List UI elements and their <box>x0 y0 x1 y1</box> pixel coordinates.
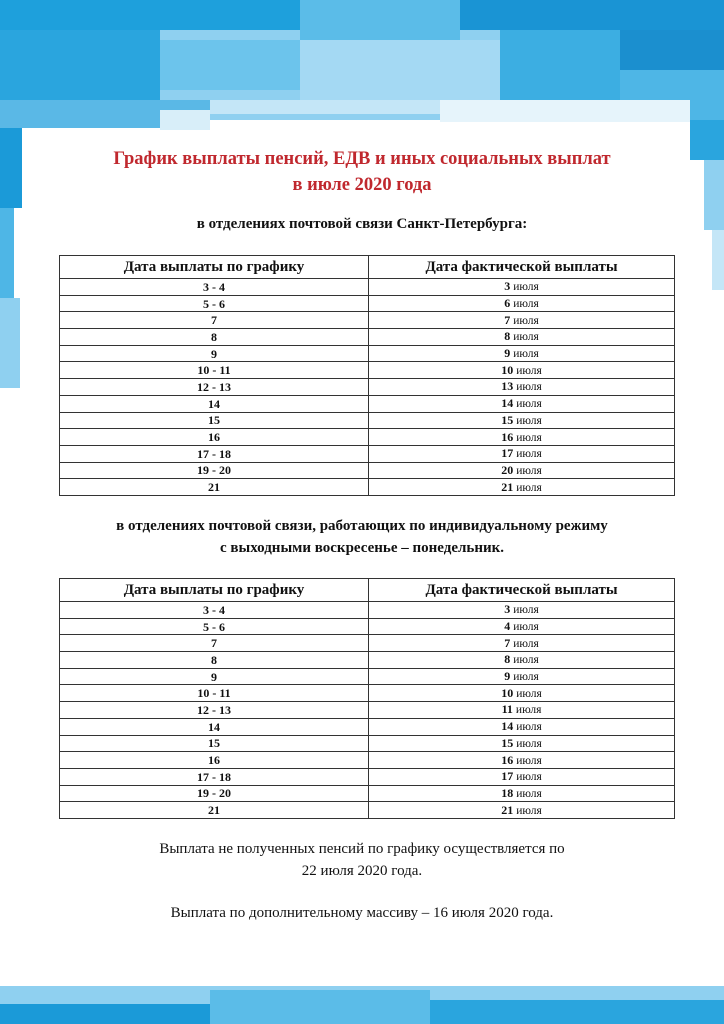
actual-day: 16 <box>501 752 514 767</box>
month-label: июля <box>516 364 542 377</box>
schedule-table-spb <box>59 255 675 496</box>
scheduled-date-cell: 10 - 11 <box>60 685 369 702</box>
actual-date-cell <box>369 718 675 735</box>
table-row <box>60 429 675 446</box>
actual-day: 15 <box>501 412 514 427</box>
scheduled-date-cell: 21 <box>60 479 369 496</box>
scheduled-date-cell: 19 - 20 <box>60 462 369 479</box>
table-row <box>60 295 675 312</box>
actual-date-cell <box>369 445 675 462</box>
actual-date-cell <box>369 668 675 685</box>
scheduled-date-cell: 12 - 13 <box>60 702 369 719</box>
table-row <box>60 635 675 652</box>
month-label: июля <box>516 687 542 700</box>
scheduled-date-cell: 16 <box>60 752 369 769</box>
scheduled-date-cell: 3 - 4 <box>60 602 369 619</box>
scheduled-date-cell: 7 <box>60 635 369 652</box>
actual-day: 7 <box>504 635 511 650</box>
table-row <box>60 735 675 752</box>
actual-day: 7 <box>504 312 511 327</box>
actual-day: 17 <box>501 446 514 461</box>
document-title <box>0 146 724 198</box>
actual-date-cell <box>369 735 675 752</box>
title-line-2: в июле 2020 года <box>292 175 432 195</box>
actual-day: 11 <box>501 702 513 717</box>
month-label: июля <box>516 787 542 800</box>
month-label: июля <box>516 414 542 427</box>
table-row <box>60 718 675 735</box>
actual-date-cell <box>369 395 675 412</box>
col-scheduled-header: Дата выплаты по графику <box>60 579 369 602</box>
note-unpaid-pensions <box>60 838 664 882</box>
schedule-table-individual <box>59 578 675 819</box>
actual-date-cell <box>369 768 675 785</box>
note-line-2: 22 июля 2020 года. <box>301 863 423 879</box>
month-label: июля <box>513 671 539 684</box>
month-label: июля <box>513 621 539 634</box>
table-row <box>60 618 675 635</box>
scheduled-date-cell: 7 <box>60 312 369 329</box>
scheduled-date-cell: 8 <box>60 652 369 669</box>
actual-day: 9 <box>504 669 511 684</box>
actual-date-cell <box>369 602 675 619</box>
month-label: июля <box>516 464 542 477</box>
actual-date-cell <box>369 479 675 496</box>
scheduled-date-cell: 5 - 6 <box>60 618 369 635</box>
actual-date-cell <box>369 379 675 396</box>
actual-day: 21 <box>501 479 514 494</box>
scheduled-date-cell: 14 <box>60 718 369 735</box>
actual-day: 13 <box>501 379 514 394</box>
scheduled-date-cell: 14 <box>60 395 369 412</box>
table-header-row <box>60 256 675 279</box>
table-row <box>60 345 675 362</box>
table-row <box>60 379 675 396</box>
actual-date-cell <box>369 685 675 702</box>
table-row <box>60 412 675 429</box>
actual-date-cell <box>369 345 675 362</box>
table-row <box>60 668 675 685</box>
month-label: июля <box>513 604 539 617</box>
month-label: июля <box>516 398 542 411</box>
actual-date-cell <box>369 802 675 819</box>
table-row <box>60 652 675 669</box>
table-row <box>60 362 675 379</box>
actual-day: 18 <box>501 785 514 800</box>
month-label: июля <box>516 771 542 784</box>
actual-day: 14 <box>501 719 514 734</box>
actual-day: 3 <box>504 602 511 617</box>
scheduled-date-cell: 15 <box>60 412 369 429</box>
table-row <box>60 395 675 412</box>
actual-day: 6 <box>504 296 511 311</box>
month-label: июля <box>516 804 542 817</box>
table-row <box>60 479 675 496</box>
actual-day: 10 <box>501 685 514 700</box>
col-scheduled-header: Дата выплаты по графику <box>60 256 369 279</box>
table-row <box>60 685 675 702</box>
actual-day: 8 <box>504 329 511 344</box>
scheduled-date-cell: 17 - 18 <box>60 768 369 785</box>
table-row <box>60 752 675 769</box>
scheduled-date-cell: 21 <box>60 802 369 819</box>
section2-heading-line-1: в отделениях почтовой связи, работающих по индивидуальному режиму <box>116 518 608 534</box>
month-label: июля <box>516 448 542 461</box>
section2-heading <box>40 515 684 559</box>
month-label: июля <box>513 314 539 327</box>
actual-date-cell <box>369 312 675 329</box>
table-header-row <box>60 579 675 602</box>
month-label: июля <box>516 431 542 444</box>
actual-date-cell <box>369 752 675 769</box>
month-label: июля <box>516 754 542 767</box>
scheduled-date-cell: 8 <box>60 329 369 346</box>
actual-day: 14 <box>501 396 514 411</box>
actual-date-cell <box>369 652 675 669</box>
actual-day: 9 <box>504 346 511 361</box>
actual-day: 20 <box>501 462 514 477</box>
col-actual-header: Дата фактической выплаты <box>369 579 675 602</box>
actual-date-cell <box>369 702 675 719</box>
actual-day: 10 <box>501 362 514 377</box>
month-label: июля <box>516 737 542 750</box>
month-label: июля <box>513 281 539 294</box>
month-label: июля <box>515 704 542 717</box>
month-label: июля <box>516 481 542 494</box>
actual-date-cell <box>369 785 675 802</box>
scheduled-date-cell: 19 - 20 <box>60 785 369 802</box>
scheduled-date-cell: 9 <box>60 345 369 362</box>
scheduled-date-cell: 10 - 11 <box>60 362 369 379</box>
month-label: июля <box>513 298 539 311</box>
month-label: июля <box>513 637 539 650</box>
actual-day: 4 <box>504 619 511 634</box>
title-line-1: График выплаты пенсий, ЕДВ и иных социальных выплат <box>113 149 611 169</box>
scheduled-date-cell: 9 <box>60 668 369 685</box>
scheduled-date-cell: 12 - 13 <box>60 379 369 396</box>
table-row <box>60 768 675 785</box>
actual-date-cell <box>369 635 675 652</box>
scheduled-date-cell: 15 <box>60 735 369 752</box>
actual-day: 16 <box>501 429 514 444</box>
actual-day: 17 <box>501 769 514 784</box>
actual-day: 21 <box>501 802 514 817</box>
note-additional-array: Выплата по дополнительному массиву – 16 июля 2020 года. <box>170 905 554 921</box>
table-row <box>60 785 675 802</box>
table-row <box>60 329 675 346</box>
actual-date-cell <box>369 279 675 296</box>
table-row <box>60 445 675 462</box>
actual-date-cell <box>369 429 675 446</box>
table-row <box>60 279 675 296</box>
month-label: июля <box>513 331 539 344</box>
actual-date-cell <box>369 329 675 346</box>
scheduled-date-cell: 17 - 18 <box>60 445 369 462</box>
month-label: июля <box>513 348 539 361</box>
table-row <box>60 802 675 819</box>
section1-heading: в отделениях почтовой связи Санкт-Петербурга: <box>196 216 528 232</box>
actual-date-cell <box>369 295 675 312</box>
actual-date-cell <box>369 412 675 429</box>
actual-date-cell <box>369 362 675 379</box>
month-label: июля <box>516 721 542 734</box>
scheduled-date-cell: 5 - 6 <box>60 295 369 312</box>
actual-day: 8 <box>504 652 511 667</box>
actual-day: 15 <box>501 735 514 750</box>
scheduled-date-cell: 16 <box>60 429 369 446</box>
actual-day: 3 <box>504 279 511 294</box>
col-actual-header: Дата фактической выплаты <box>369 256 675 279</box>
month-label: июля <box>513 654 539 667</box>
actual-date-cell <box>369 462 675 479</box>
scheduled-date-cell: 3 - 4 <box>60 279 369 296</box>
table-row <box>60 312 675 329</box>
month-label: июля <box>516 381 542 394</box>
section2-heading-line-2: с выходными воскресенье – понедельник. <box>220 540 504 556</box>
note-line-1: Выплата не полученных пенсий по графику осуществляется по <box>159 841 565 857</box>
actual-date-cell <box>369 618 675 635</box>
table-row <box>60 702 675 719</box>
table-row <box>60 602 675 619</box>
table-row <box>60 462 675 479</box>
